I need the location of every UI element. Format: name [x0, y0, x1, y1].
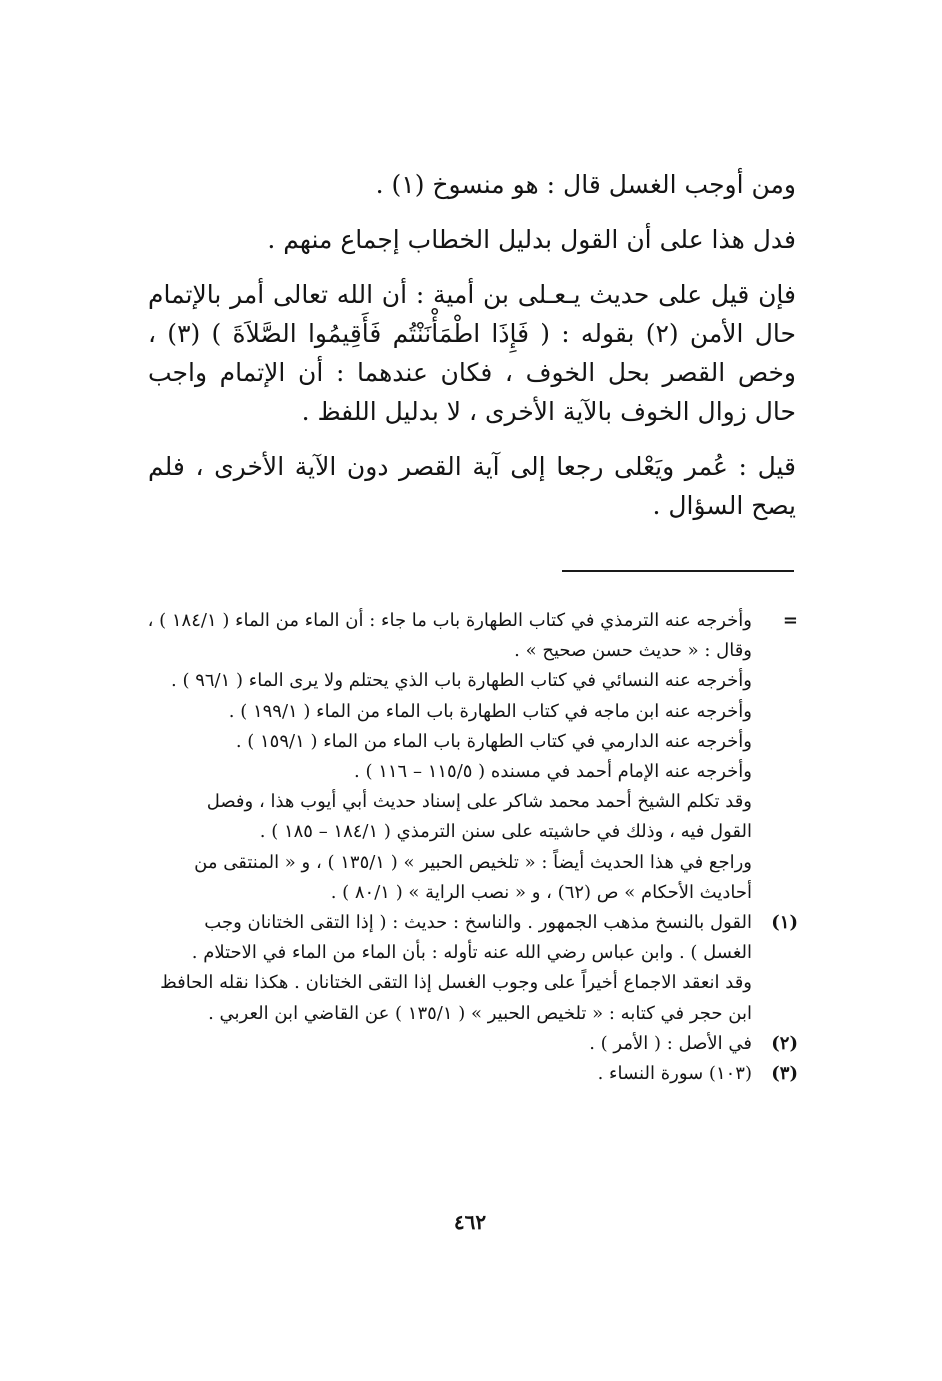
- footnote-marker: =: [782, 610, 798, 631]
- paragraph-1: [148, 165, 796, 204]
- footnote-continuation: [148, 606, 798, 908]
- footnote-line: (١٠٣) سورة النساء .: [597, 1063, 752, 1085]
- footnote-text: [148, 908, 752, 1029]
- footnote-3: [148, 1059, 798, 1089]
- footnote-line: وأخرجه عنه الإمام أحمد في مسنده ( ١١٥/٥ – ١١٦ ) .: [354, 761, 752, 783]
- footnote-line: وقد تكلم الشيخ أحمد محمد شاكر على إسناد حديث أبي أيوب هذا ، وفصل: [206, 791, 752, 813]
- footnote-separator: [562, 570, 794, 572]
- main-text: [148, 165, 796, 525]
- footnote-marker: (١): [771, 912, 798, 934]
- paragraph-line: الأمن (٢) بقوله : ( فَإِذَا اطْمَأْنَنْتُم فَأَقِيمُوا الصَّلاَةَ ) (٣) ، وخص: [148, 319, 796, 387]
- footnote-marker: (٢): [771, 1032, 798, 1054]
- footnote-line: القول فيه ، وذلك في حاشيته على سنن الترمذي ( ١٨٤/١ – ١٨٥ ) .: [259, 821, 752, 843]
- paragraph-line: بالآية الأخرى ، لا بدليل اللفظ .: [301, 397, 613, 426]
- page-number: ٤٦٢: [453, 1210, 487, 1234]
- footnote-line: وأخرجه عنه الدارمي في كتاب الطهارة باب الماء من الماء ( ١٥٩/١ ) .: [235, 730, 752, 752]
- footnote-line: وقال : « حديث حسن صحيح » .: [514, 640, 752, 662]
- footnote-line: في الأصل : ( الأمر ) .: [589, 1032, 752, 1054]
- footnote-line: وقد انعقد الاجماع أخيراً على وجوب الغسل إذا التقى الختانان . هكذا نقله الحافظ: [160, 972, 752, 994]
- footnotes: [148, 606, 798, 1089]
- paragraph-line: ومن أوجب الغسل قال : هو منسوخ (١) .: [375, 170, 796, 199]
- paragraph-4: [148, 447, 796, 525]
- paragraph-line: فدل هذا على أن القول بدليل الخطاب إجماع منهم .: [267, 225, 796, 254]
- footnote-line: وأخرجه عنه النسائي في كتاب الطهارة باب الذي يحتلم ولا يرى الماء ( ٩٦/١ ) .: [171, 670, 752, 692]
- footnote-line: وأخرجه عنه الترمذي في كتاب الطهارة باب ما جاء : أن الماء من الماء ( ١٨٤/١ ) ،: [147, 610, 752, 631]
- footnote-line: أحاديث الأحكام » ص (٦٢) ، و « نصب الراية » ( ٨٠/١ ) .: [330, 881, 752, 903]
- footnote-2: [148, 1029, 798, 1059]
- paragraph-2: [148, 220, 796, 259]
- paragraph-line: قيل : عُمر ويَعْلى رجعا إلى آية القصر دون الآية الأخرى ، فلم: [148, 452, 796, 481]
- footnote-marker: (٣): [771, 1063, 798, 1085]
- footnote-line: القول بالنسخ مذهب الجمهور . والناسخ : حديث : ( إذا التقى الختانان وجب: [204, 912, 752, 934]
- footnote-line: وراجع في هذا الحديث أيضاً : « تلخيص الحبير » ( ١٣٥/١ ) ، و « المنتقى من: [194, 851, 752, 873]
- paragraph-line: يصح السؤال .: [652, 491, 796, 520]
- footnote-text: [148, 1029, 752, 1059]
- footnote-line: الغسل ) . وابن عباس رضي الله عنه تأوله : بأن الماء من الماء في الاحتلام .: [191, 942, 752, 964]
- footnote-1: [148, 908, 798, 1029]
- footnote-line: وأخرجه عنه ابن ماجه في كتاب الطهارة باب الماء من الماء ( ١٩٩/١ ) .: [228, 700, 752, 722]
- footnote-line: ابن حجر في كتابه : « تلخيص الحبير » ( ١٣٥/١ ) عن القاضي ابن العربي .: [208, 1002, 752, 1024]
- paragraph-3: [148, 275, 796, 431]
- paragraph-line: فإن قيل على حديث يـعـلى بن أمية : أن الله تعالى أمر بالإتمام حال: [148, 280, 796, 348]
- paragraph-line: القصر بحل الخوف ، فكان عندهما : أن الإتمام واجب حال زوال الخوف: [148, 358, 796, 426]
- footnote-text: [148, 1059, 752, 1089]
- footnote-text: [148, 606, 752, 908]
